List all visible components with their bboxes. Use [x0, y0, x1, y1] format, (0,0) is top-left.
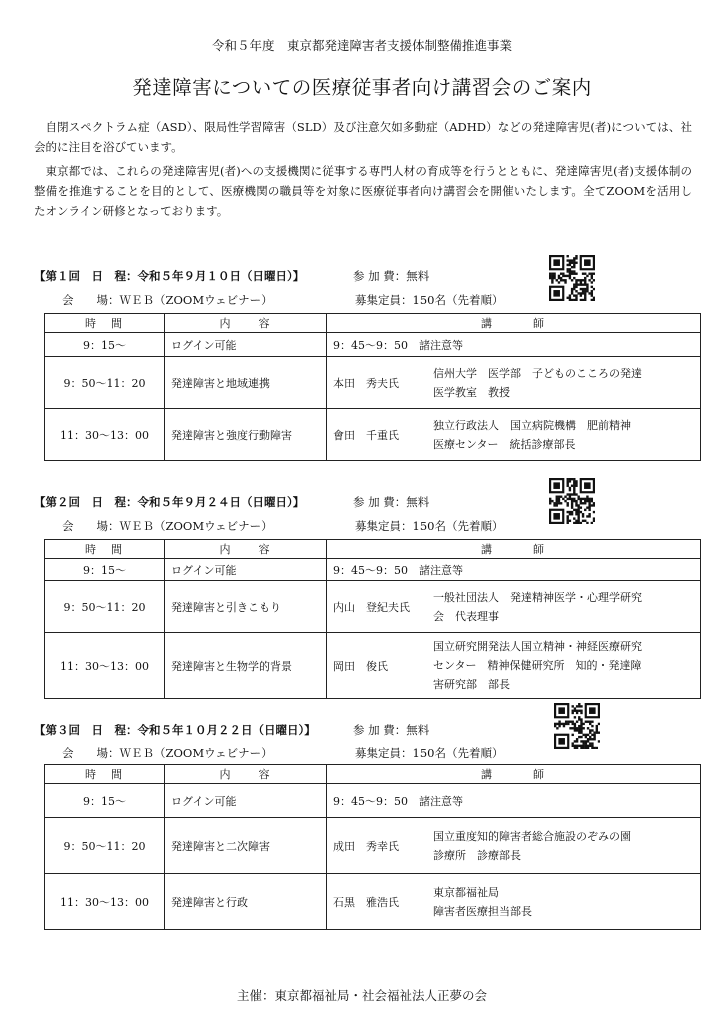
table-row — [45, 409, 701, 461]
header-lecturer: 講 師 — [327, 314, 701, 333]
lecturer-name: 會田 千重氏 — [333, 428, 399, 442]
qr-code-icon[interactable] — [549, 255, 595, 301]
affiliation-line: 国立研究開発法人国立精神・神経医療研究 — [433, 640, 642, 653]
table-header-row — [45, 540, 701, 559]
lecturer-name: 石黒 雅浩氏 — [333, 895, 399, 909]
header-content: 内 容 — [165, 765, 327, 784]
content-cell: 発達障害と生物学的背景 — [165, 633, 327, 699]
affiliation-line: 東京都福祉局 — [433, 885, 499, 899]
affiliation-line: 障害者医療担当部長 — [433, 904, 532, 918]
time-cell: 11：30～13：00 — [45, 633, 165, 699]
lecturer-name: 内山 登紀夫氏 — [333, 600, 410, 614]
intro-text — [34, 117, 692, 221]
lecturer-affiliation — [433, 416, 631, 454]
session-title: 【第２回 日 程：令和５年９月２４日（日曜日）】 — [34, 495, 305, 509]
affiliation-line: 信州大学 医学部 子どものこころの発達 — [433, 366, 642, 380]
organizer-footer: 主催：東京都福祉局・社会福祉法人正夢の会 — [236, 988, 487, 1003]
venue-text: 会 場：ＷＥＢ（ZOOMウェビナー） — [62, 746, 273, 760]
schedule-table — [44, 539, 701, 699]
header-line: 令和５年度 東京都発達障害者支援体制整備推進事業 — [211, 38, 512, 53]
affiliation-line: 会 代表理事 — [433, 609, 499, 623]
session-title: 【第３回 日 程：令和５年１０月２２日（日曜日）】 — [34, 723, 316, 737]
lecturer-name: 成田 秀幸氏 — [333, 839, 399, 853]
lecturer-affiliation — [433, 364, 642, 402]
table-row — [45, 581, 701, 633]
qr-code-icon[interactable] — [554, 703, 600, 749]
affiliation-line: 国立重度知的障害者総合施設のぞみの園 — [433, 829, 631, 843]
time-cell: 9：50～11：20 — [45, 581, 165, 633]
content-cell: 発達障害と地域連携 — [165, 357, 327, 409]
lecturer-affiliation — [433, 637, 642, 694]
content-cell: 発達障害と行政 — [165, 874, 327, 930]
lecturer-cell — [327, 874, 701, 930]
table-row — [45, 818, 701, 874]
lecturer-name: 本田 秀夫氏 — [333, 376, 399, 390]
affiliation-line: 医療センター 統括診療部長 — [433, 437, 576, 451]
table-row — [45, 333, 701, 357]
table-row — [45, 559, 701, 581]
schedule-table — [44, 764, 701, 930]
lecturer-cell: 9：45～9：50 諸注意等 — [327, 559, 701, 581]
lecturer-name: 岡田 俊氏 — [333, 659, 388, 673]
affiliation-line: 一般社団法人 発達精神医学・心理学研究 — [433, 590, 642, 604]
table-header-row — [45, 765, 701, 784]
lecturer-cell — [327, 581, 701, 633]
header-lecturer: 講 師 — [327, 765, 701, 784]
schedule-table — [44, 313, 701, 461]
content-cell: 発達障害と二次障害 — [165, 818, 327, 874]
table-row — [45, 633, 701, 699]
fee-text: 参 加 費：無料 — [353, 269, 430, 283]
header-lecturer: 講 師 — [327, 540, 701, 559]
affiliation-line: 害研究部 部長 — [433, 678, 510, 691]
content-cell: ログイン可能 — [165, 784, 327, 818]
venue-text: 会 場：ＷＥＢ（ZOOMウェビナー） — [62, 293, 273, 307]
time-cell: 9：15～ — [45, 333, 165, 357]
table-row — [45, 874, 701, 930]
lecturer-cell — [327, 357, 701, 409]
table-header-row — [45, 314, 701, 333]
page-title: 発達障害についての医療従事者向け講習会のご案内 — [132, 76, 592, 99]
intro-paragraph-1: 自閉スペクトラム症（ASD）、限局性学習障害（SLD）及び注意欠如多動症（ADHD）などの発達障害児(者)については、社会的に注目を浴びています。 — [34, 120, 692, 154]
time-cell: 9：50～11：20 — [45, 818, 165, 874]
lecturer-cell: 9：45～9：50 諸注意等 — [327, 784, 701, 818]
time-cell: 9：50～11：20 — [45, 357, 165, 409]
lecturer-cell — [327, 818, 701, 874]
header-content: 内 容 — [165, 314, 327, 333]
header-time: 時 間 — [45, 765, 165, 784]
session-title: 【第１回 日 程：令和５年９月１０日（日曜日）】 — [34, 269, 305, 283]
capacity-text: 募集定員：150名（先着順） — [355, 746, 504, 760]
content-cell: 発達障害と強度行動障害 — [165, 409, 327, 461]
content-cell: ログイン可能 — [165, 333, 327, 357]
lecturer-affiliation — [433, 827, 631, 865]
capacity-text: 募集定員：150名（先着順） — [355, 293, 504, 307]
content-cell: ログイン可能 — [165, 559, 327, 581]
affiliation-line: 診療所 診療部長 — [433, 848, 521, 862]
affiliation-line: センター 精神保健研究所 知的・発達障 — [433, 659, 642, 672]
table-row — [45, 357, 701, 409]
content-cell: 発達障害と引きこもり — [165, 581, 327, 633]
time-cell: 9：15～ — [45, 784, 165, 818]
header-content: 内 容 — [165, 540, 327, 559]
affiliation-line: 医学教室 教授 — [433, 385, 510, 399]
capacity-text: 募集定員：150名（先着順） — [355, 519, 504, 533]
intro-paragraph-2: 東京都では、これらの発達障害児(者)への支援機関に従事する専門人材の育成等を行うとともに、発達障害児(者)支援体制の整備を推進することを目的として、医療機関の職員等を対象に医療従事者向け講習会を開催いたします。全てZOOMを活用したオンライン研修となっております。 — [34, 164, 692, 218]
header-time: 時 間 — [45, 314, 165, 333]
table-row — [45, 784, 701, 818]
lecturer-affiliation — [433, 588, 642, 626]
lecturer-cell — [327, 409, 701, 461]
lecturer-affiliation — [433, 883, 532, 921]
time-cell: 11：30～13：00 — [45, 874, 165, 930]
lecturer-cell — [327, 633, 701, 699]
fee-text: 参 加 費：無料 — [353, 723, 430, 737]
time-cell: 11：30～13：00 — [45, 409, 165, 461]
time-cell: 9：15～ — [45, 559, 165, 581]
affiliation-line: 独立行政法人 国立病院機構 肥前精神 — [433, 418, 631, 432]
venue-text: 会 場：ＷＥＢ（ZOOMウェビナー） — [62, 519, 273, 533]
header-time: 時 間 — [45, 540, 165, 559]
qr-code-icon[interactable] — [549, 478, 595, 524]
fee-text: 参 加 費：無料 — [353, 495, 430, 509]
lecturer-cell: 9：45～9：50 諸注意等 — [327, 333, 701, 357]
